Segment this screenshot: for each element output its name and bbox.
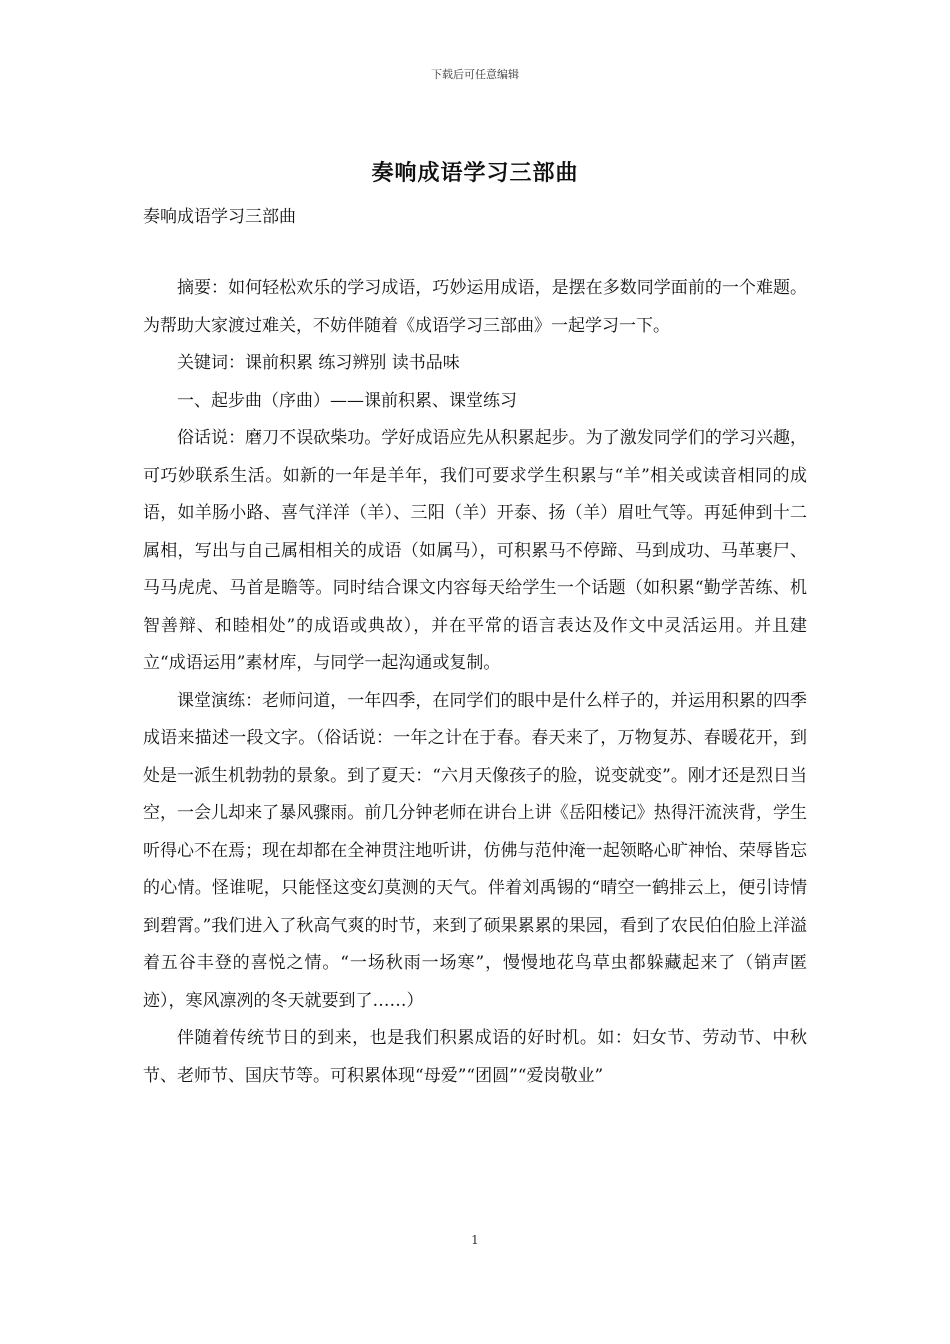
body-paragraph: 课堂演练：老师问道，一年四季，在同学们的眼中是什么样子的，并运用积累的四季成语来描述一段文字。（俗话说：一年之计在于春。春天来了，万物复苏、春暖花开，到处是一派生机勃勃的景象。到了夏天：“六月天像孩子的脸，说变就变”。刚才还是烈日当空，一会儿却来了暴风骤雨。前几分钟老师在讲台上讲《岳阳楼记》热得汗流浃背，学生听得心不在焉；现在却都在全神贯注地听讲，仿佛与范仲淹一起领略心旷神怡、荣辱皆忘的心情。怪谁呢，只能怪这变幻莫测的天气。伴着刘禹锡的“晴空一鹤排云上，便引诗情到碧霄。”我们进入了秋高气爽的时节，来到了硕果累累的果园，看到了农民伯伯脸上洋溢着五谷丰登的喜悦之情。“一场秋雨一场寒”，慢慢地花鸟草虫都躲藏起来了（销声匿迹），寒风凛冽的冬天就要到了……）	[143, 690, 807, 1011]
keywords-paragraph: 关键词：课前积累 练习辨别 读书品味	[177, 353, 460, 373]
abstract-paragraph: 摘要：如何轻松欢乐的学习成语，巧妙运用成语，是摆在多数同学面前的一个难题。为帮助大家渡过难关，不妨伴随着《成语学习三部曲》一起学习一下。	[143, 278, 807, 336]
section-heading: 一、起步曲（序曲）——课前积累、课堂练习	[177, 390, 517, 411]
document-body	[143, 270, 807, 1095]
document-title: 奏响成语学习三部曲	[371, 160, 579, 186]
page-header: 下载后可任意编辑	[431, 68, 519, 81]
page-number: 1	[471, 1233, 479, 1247]
document-subtitle: 奏响成语学习三部曲	[143, 207, 296, 227]
body-paragraph: 俗话说：磨刀不误砍柴功。学好成语应先从积累起步。为了激发同学们的学习兴趣，可巧妙联系生活。如新的一年是羊年，我们可要求学生积累与“羊”相关或读音相同的成语，如羊肠小路、喜气洋洋（羊）、三阳（羊）开泰、扬（羊）眉吐气等。再延伸到十二属相，写出与自己属相相关的成语（如属马），可积累马不停蹄、马到成功、马革裹尸、马马虎虎、马首是瞻等。同时结合课文内容每天给学生一个话题（如积累“勤学苦练、机智善辩、和睦相处”的成语或典故），并在平常的语言表达及作文中灵活运用。并且建立“成语运用”素材库，与同学一起沟通或复制。	[143, 428, 807, 673]
body-paragraph: 伴随着传统节日的到来，也是我们积累成语的好时机。如：妇女节、劳动节、中秋节、老师节、国庆节等。可积累体现“母爱”“团圆”“爱岗敬业”	[143, 1028, 807, 1086]
